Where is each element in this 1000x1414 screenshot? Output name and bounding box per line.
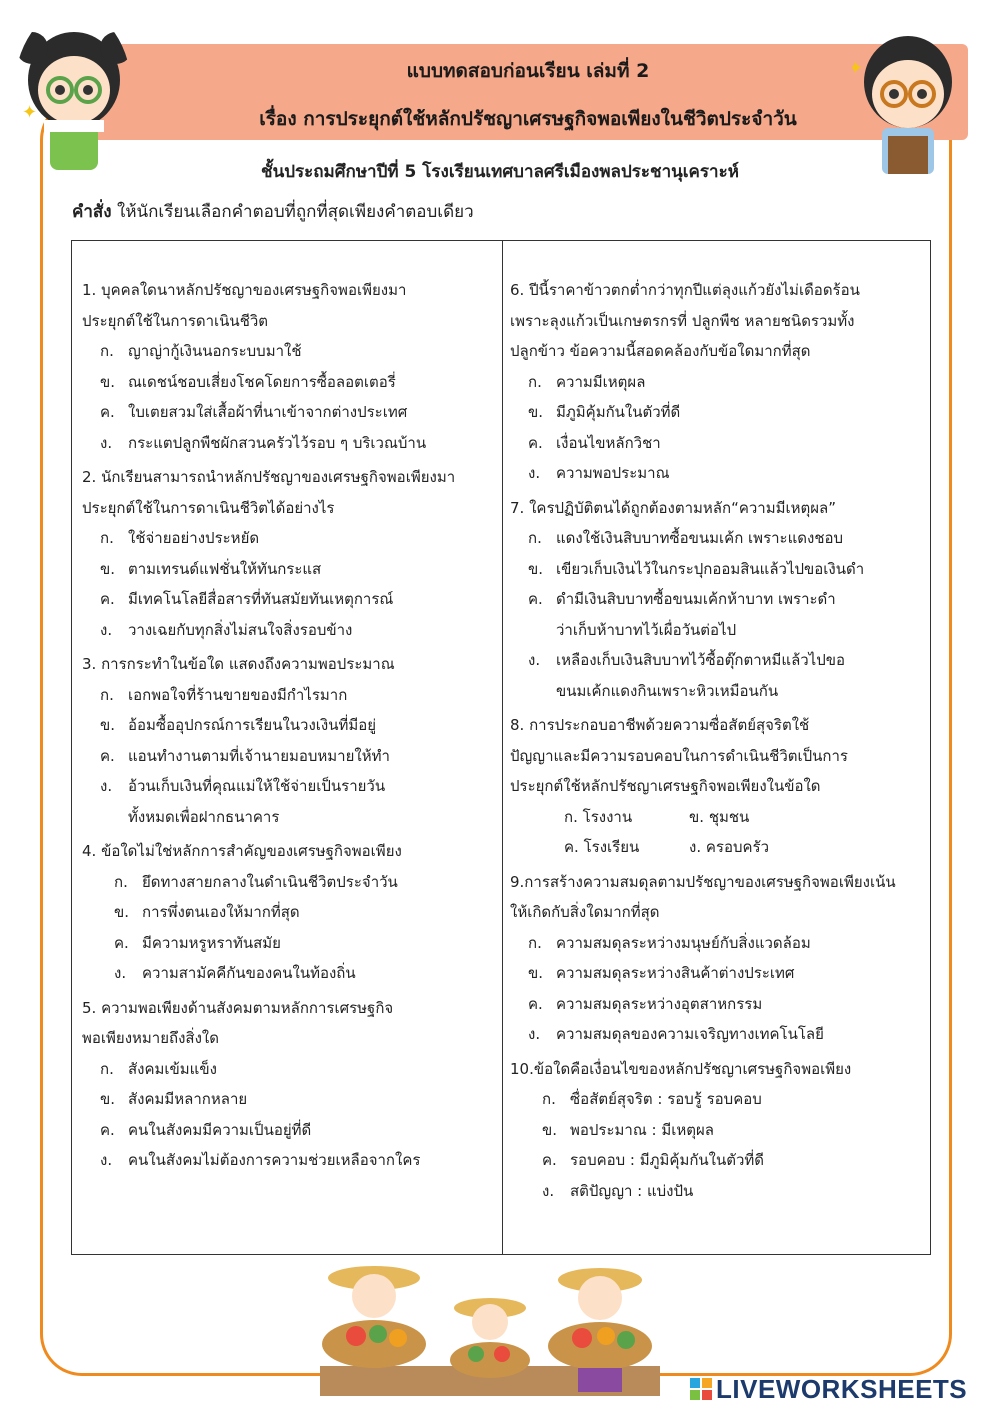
question-item	[82, 462, 497, 645]
question-stem: 6. ปีนี้ราคาข้าวตกต่ำกว่าทุกปีแต่ลุงแก้วยังไม่เดือดร้อน	[510, 281, 860, 299]
option-label: ข.	[528, 964, 544, 982]
option-text: ความสมดุลระหว่างมนุษย์กับสิ่งแวดล้อม	[556, 933, 811, 952]
question-stem: 10.ข้อใดคือเงื่อนไขของหลักปรัชญาเศรษฐกิจพอเพียง	[510, 1059, 852, 1078]
option-label: ค.	[528, 590, 543, 608]
option-label: ก.	[528, 372, 542, 391]
option-label: ข.	[542, 1120, 558, 1139]
answer-option	[82, 584, 497, 615]
question-item	[510, 275, 930, 489]
question-item	[510, 867, 930, 1050]
answer-option	[82, 1084, 497, 1115]
question-stem: ปลูกข้าว ข้อความนี้สอดคล้องกับข้อใดมากที่สุด	[510, 342, 811, 360]
instruction	[72, 198, 474, 225]
option-label: ข.	[689, 807, 705, 826]
question-stem: 1. บุคคลใดนาหลักปรัชญาของเศรษฐกิจพอเพียงมา	[82, 281, 407, 299]
answer-option	[82, 771, 497, 802]
option-text: ดำมีเงินสิบบาทซื้อขนมเค้กห้าบาท เพราะดำ	[556, 590, 836, 608]
option-label: ก.	[528, 933, 542, 952]
option-text: มีความหรูหราทันสมัย	[142, 933, 281, 952]
answer-option	[510, 989, 930, 1020]
option-text: พอประมาณ : มีเหตุผล	[570, 1120, 714, 1139]
option-label: ก.	[100, 685, 114, 704]
option-text: ณเดชน์ชอบเสี่ยงโชคโดยการซื้อลอตเตอรี่	[128, 372, 396, 391]
option-label: ข.	[100, 716, 116, 734]
answer-option	[82, 897, 497, 928]
option-text: มีเทคโนโลยีสื่อสารที่ทันสมัยทันเหตุการณ์	[128, 590, 394, 608]
option-label: ง.	[528, 464, 541, 482]
question-stem: ปัญญาและมีความรอบคอบในการดำเนินชีวิตเป็นการ	[510, 746, 848, 765]
answer-option	[510, 1145, 930, 1176]
option-label: ข.	[100, 372, 116, 391]
answer-option	[510, 523, 930, 554]
option-text: ชุมชน	[708, 807, 750, 826]
option-text: แอนทำงานตามที่เจ้านายมอบหมายให้ทำ	[128, 746, 390, 765]
option-label: ง.	[100, 433, 113, 452]
answer-option	[82, 336, 497, 367]
option-text: อ้อมซื้ออุปกรณ์การเรียนในวงเงินที่มีอยู่	[128, 716, 377, 734]
option-label: ค.	[542, 1151, 557, 1169]
answer-option	[82, 867, 497, 898]
answer-option	[510, 958, 930, 989]
option-text: สังคมเข้มแข็ง	[128, 1059, 217, 1078]
liveworksheets-mark-icon	[690, 1378, 712, 1400]
svg-text:✦: ✦	[22, 102, 38, 123]
question-item	[510, 493, 930, 707]
option-label: ก.	[100, 529, 114, 547]
answer-option	[689, 832, 829, 863]
answer-option	[82, 428, 497, 459]
question-stem: 2. นักเรียนสามารถนำหลักปรัชญาของเศรษฐกิจพอเพียงมา	[82, 468, 456, 486]
option-text: ใบเตยสวมใส่เสื้อผ้าที่นาเข้าจากต่างประเทศ	[128, 403, 408, 421]
answer-option	[82, 1115, 497, 1146]
header-banner	[88, 44, 968, 140]
option-text: เงื่อนไขหลักวิชา	[556, 433, 661, 452]
question-item	[82, 649, 497, 832]
answer-option	[82, 397, 497, 428]
option-label: ง.	[528, 1025, 541, 1043]
question-item	[510, 710, 930, 863]
option-text: ครอบครัว	[705, 838, 770, 856]
option-label: ข.	[114, 903, 130, 921]
option-label: ก.	[100, 342, 114, 360]
option-text: ซื่อสัตย์สุจริต : รอบรู้ รอบคอบ	[570, 1090, 762, 1108]
option-label: ค.	[564, 838, 579, 856]
worksheet-title: แบบทดสอบก่อนเรียน เล่มที่ 2	[406, 60, 650, 82]
option-label: ง.	[100, 620, 113, 639]
question-stem: ให้เกิดกับสิ่งใดมากที่สุด	[510, 903, 660, 921]
option-text: ความสมดุลระหว่างสินค้าต่างประเทศ	[556, 964, 795, 982]
worksheet-subject: เรื่อง การประยุกต์ใช้หลักปรัชญาเศรษฐกิจพอเพียงในชีวิตประจำวัน	[259, 108, 797, 130]
option-label: ค.	[100, 403, 115, 421]
option-text: ยึดทางสายกลางในดำเนินชีวิตประจำวัน	[142, 872, 398, 891]
option-text: ใช้จ่ายอย่างประหยัด	[128, 529, 260, 547]
option-text: ความมีเหตุผล	[556, 372, 646, 391]
option-text: สติปัญญา : แบ่งปัน	[570, 1181, 694, 1200]
option-text: วางเฉยกับทุกสิ่งไม่สนใจสิ่งรอบข้าง	[128, 620, 353, 639]
question-stem: ประยุกต์ใช้หลักปรัชญาเศรษฐกิจพอเพียงในข้อใด	[510, 777, 821, 795]
girl-cartoon-icon	[14, 8, 132, 178]
answer-option	[689, 802, 829, 833]
option-label: ค.	[100, 590, 115, 608]
option-label: ค.	[528, 994, 543, 1013]
option-text: คนในสังคมมีความเป็นอยู่ที่ดี	[128, 1120, 312, 1139]
answer-option	[82, 1145, 497, 1176]
option-text: ความสามัคคีกันของคนในท้องถิ่น	[142, 964, 356, 982]
option-text: การพึ่งตนเองให้มากที่สุด	[142, 903, 300, 921]
question-stem: เพราะลุงแก้วเป็นเกษตรกรที่ ปลูกพืช หลายชนิดรวมทั้ง	[510, 311, 855, 330]
option-text: อ้วนเก็บเงินที่คุณแม่ให้ใช้จ่ายเป็นรายวัน	[128, 777, 386, 795]
grade-school-line: ชั้นประถมศึกษาปีที่ 5 โรงเรียนเทศบาลศรีเมืองพลประชานุเคราะห์	[261, 162, 739, 182]
questions-right-column	[510, 275, 930, 1210]
questions-box	[71, 240, 931, 1255]
option-label: ง.	[100, 1151, 113, 1169]
question-stem: 5. ความพอเพียงด้านสังคมตามหลักการเศรษฐกิจ	[82, 998, 394, 1017]
answer-option	[510, 1084, 930, 1115]
question-stem: 3. การกระทำในข้อใด แสดงถึงความพอประมาณ	[82, 655, 395, 673]
option-text: ความสมดุลระหว่างอุตสาหกรรม	[556, 994, 763, 1013]
question-stem: พอเพียงหมายถึงสิ่งใด	[82, 1029, 219, 1047]
option-label: ข.	[100, 559, 116, 578]
option-text: กระแตปลูกพืชผักสวนครัวไว้รอบ ๆ บริเวณบ้าน	[128, 433, 427, 452]
answer-option	[82, 1054, 497, 1085]
option-label: ค.	[100, 746, 115, 765]
answer-option	[510, 1019, 930, 1050]
option-continuation: ขนมเค้กแดงกินเพราะหิวเหมือนกัน	[556, 681, 779, 700]
option-label: ข.	[100, 1090, 116, 1108]
question-stem: ประยุกต์ใช้ในการดาเนินชีวิต	[82, 311, 269, 330]
answer-option	[82, 958, 497, 989]
answer-option	[510, 458, 930, 489]
answer-option	[82, 680, 497, 711]
option-label: ง.	[100, 777, 113, 795]
answer-option	[510, 645, 930, 676]
option-text: ญาญ่ากู้เงินนอกระบบมาใช้	[128, 342, 302, 360]
answer-option	[510, 554, 930, 585]
answer-option	[510, 397, 930, 428]
option-label: ค.	[114, 933, 129, 952]
option-text: รอบคอบ : มีภูมิคุ้มกันในตัวที่ดี	[570, 1151, 765, 1169]
option-label: ก.	[114, 872, 128, 891]
option-text: เขียวเก็บเงินไว้ในกระปุกออมสินแล้วไปขอเงินดำ	[556, 559, 865, 578]
option-label: ง.	[689, 838, 702, 856]
option-text: ตามเทรนด์แฟชั่นให้ทันกระแส	[128, 559, 322, 578]
question-stem: 8. การประกอบอาชีพด้วยความซื่อสัตย์สุจริตใช้	[510, 716, 810, 734]
questions-left-column	[82, 275, 497, 1180]
question-stem: 4. ข้อใดไม่ใช่หลักการสำคัญของเศรษฐกิจพอเพียง	[82, 842, 402, 860]
option-continuation: ทั้งหมดเพื่อฝากธนาคาร	[128, 807, 280, 826]
option-text: โรงงาน	[582, 807, 633, 826]
option-label: ก.	[100, 1059, 114, 1078]
instruction-text: ให้นักเรียนเลือกคำตอบที่ถูกที่สุดเพียงคำตอบเดียว	[111, 202, 474, 222]
answer-option	[82, 615, 497, 646]
question-item	[82, 275, 497, 458]
column-divider	[502, 241, 503, 1254]
option-text: เหลืองเก็บเงินสิบบาทไว้ซื้อตุ๊กตาหมีแล้วไปขอ	[556, 651, 846, 669]
answer-option	[564, 832, 689, 863]
answer-option	[510, 428, 930, 459]
option-label: ข.	[528, 559, 544, 578]
question-stem: ประยุกต์ใช้ในการดาเนินชีวิตได้อย่างไร	[82, 498, 335, 517]
answer-option	[82, 367, 497, 398]
answer-option	[82, 741, 497, 772]
option-grid	[510, 802, 930, 863]
answer-option	[82, 523, 497, 554]
option-text: แดงใช้เงินสิบบาทซื้อขนมเค้ก เพราะแดงชอบ	[556, 529, 844, 547]
answer-option	[510, 1115, 930, 1146]
option-text: ความพอประมาณ	[556, 464, 670, 482]
option-text: คนในสังคมไม่ต้องการความช่วยเหลือจากใคร	[128, 1151, 421, 1169]
answer-option	[510, 584, 930, 615]
answer-option	[510, 1176, 930, 1207]
question-item	[82, 836, 497, 989]
option-text: โรงเรียน	[583, 838, 640, 856]
option-text: ความสมดุลของความเจริญทางเทคโนโลยี	[556, 1025, 824, 1043]
option-continuation: ว่าเก็บห้าบาทไว้เผื่อวันต่อไป	[556, 620, 737, 639]
question-item	[510, 1054, 930, 1207]
question-item	[82, 993, 497, 1176]
option-text: เอกพอใจที่ร้านขายของมีกำไรมาก	[128, 685, 348, 704]
option-label: ก.	[542, 1090, 556, 1108]
option-label: ข.	[528, 403, 544, 421]
answer-option	[82, 710, 497, 741]
answer-option	[82, 554, 497, 585]
answer-option	[564, 802, 689, 833]
option-label: ง.	[114, 964, 127, 982]
option-label: ง.	[542, 1181, 555, 1200]
logo-text: LIVEWORKSHEETS	[716, 1374, 968, 1404]
option-label: ก.	[528, 529, 542, 547]
instruction-label: คำสั่ง	[72, 202, 112, 222]
svg-text:✦: ✦	[848, 58, 864, 79]
option-text: สังคมมีหลากหลาย	[128, 1090, 248, 1108]
answer-option	[82, 928, 497, 959]
farmers-illustration-icon	[316, 1256, 664, 1396]
option-label: ค.	[528, 433, 543, 452]
liveworksheets-logo	[690, 1374, 967, 1405]
answer-option	[510, 928, 930, 959]
option-label: ก.	[564, 807, 578, 826]
option-text: มีภูมิคุ้มกันในตัวที่ดี	[556, 403, 681, 421]
answer-option	[510, 367, 930, 398]
option-label: ค.	[100, 1120, 115, 1139]
question-stem: 7. ใครปฏิบัติตนได้ถูกต้องตามหลัก“ความมีเหตุผล”	[510, 498, 837, 517]
option-label: ง.	[528, 651, 541, 669]
question-stem: 9.การสร้างความสมดุลตามปรัชญาของเศรษฐกิจพอเพียงเน้น	[510, 872, 896, 891]
